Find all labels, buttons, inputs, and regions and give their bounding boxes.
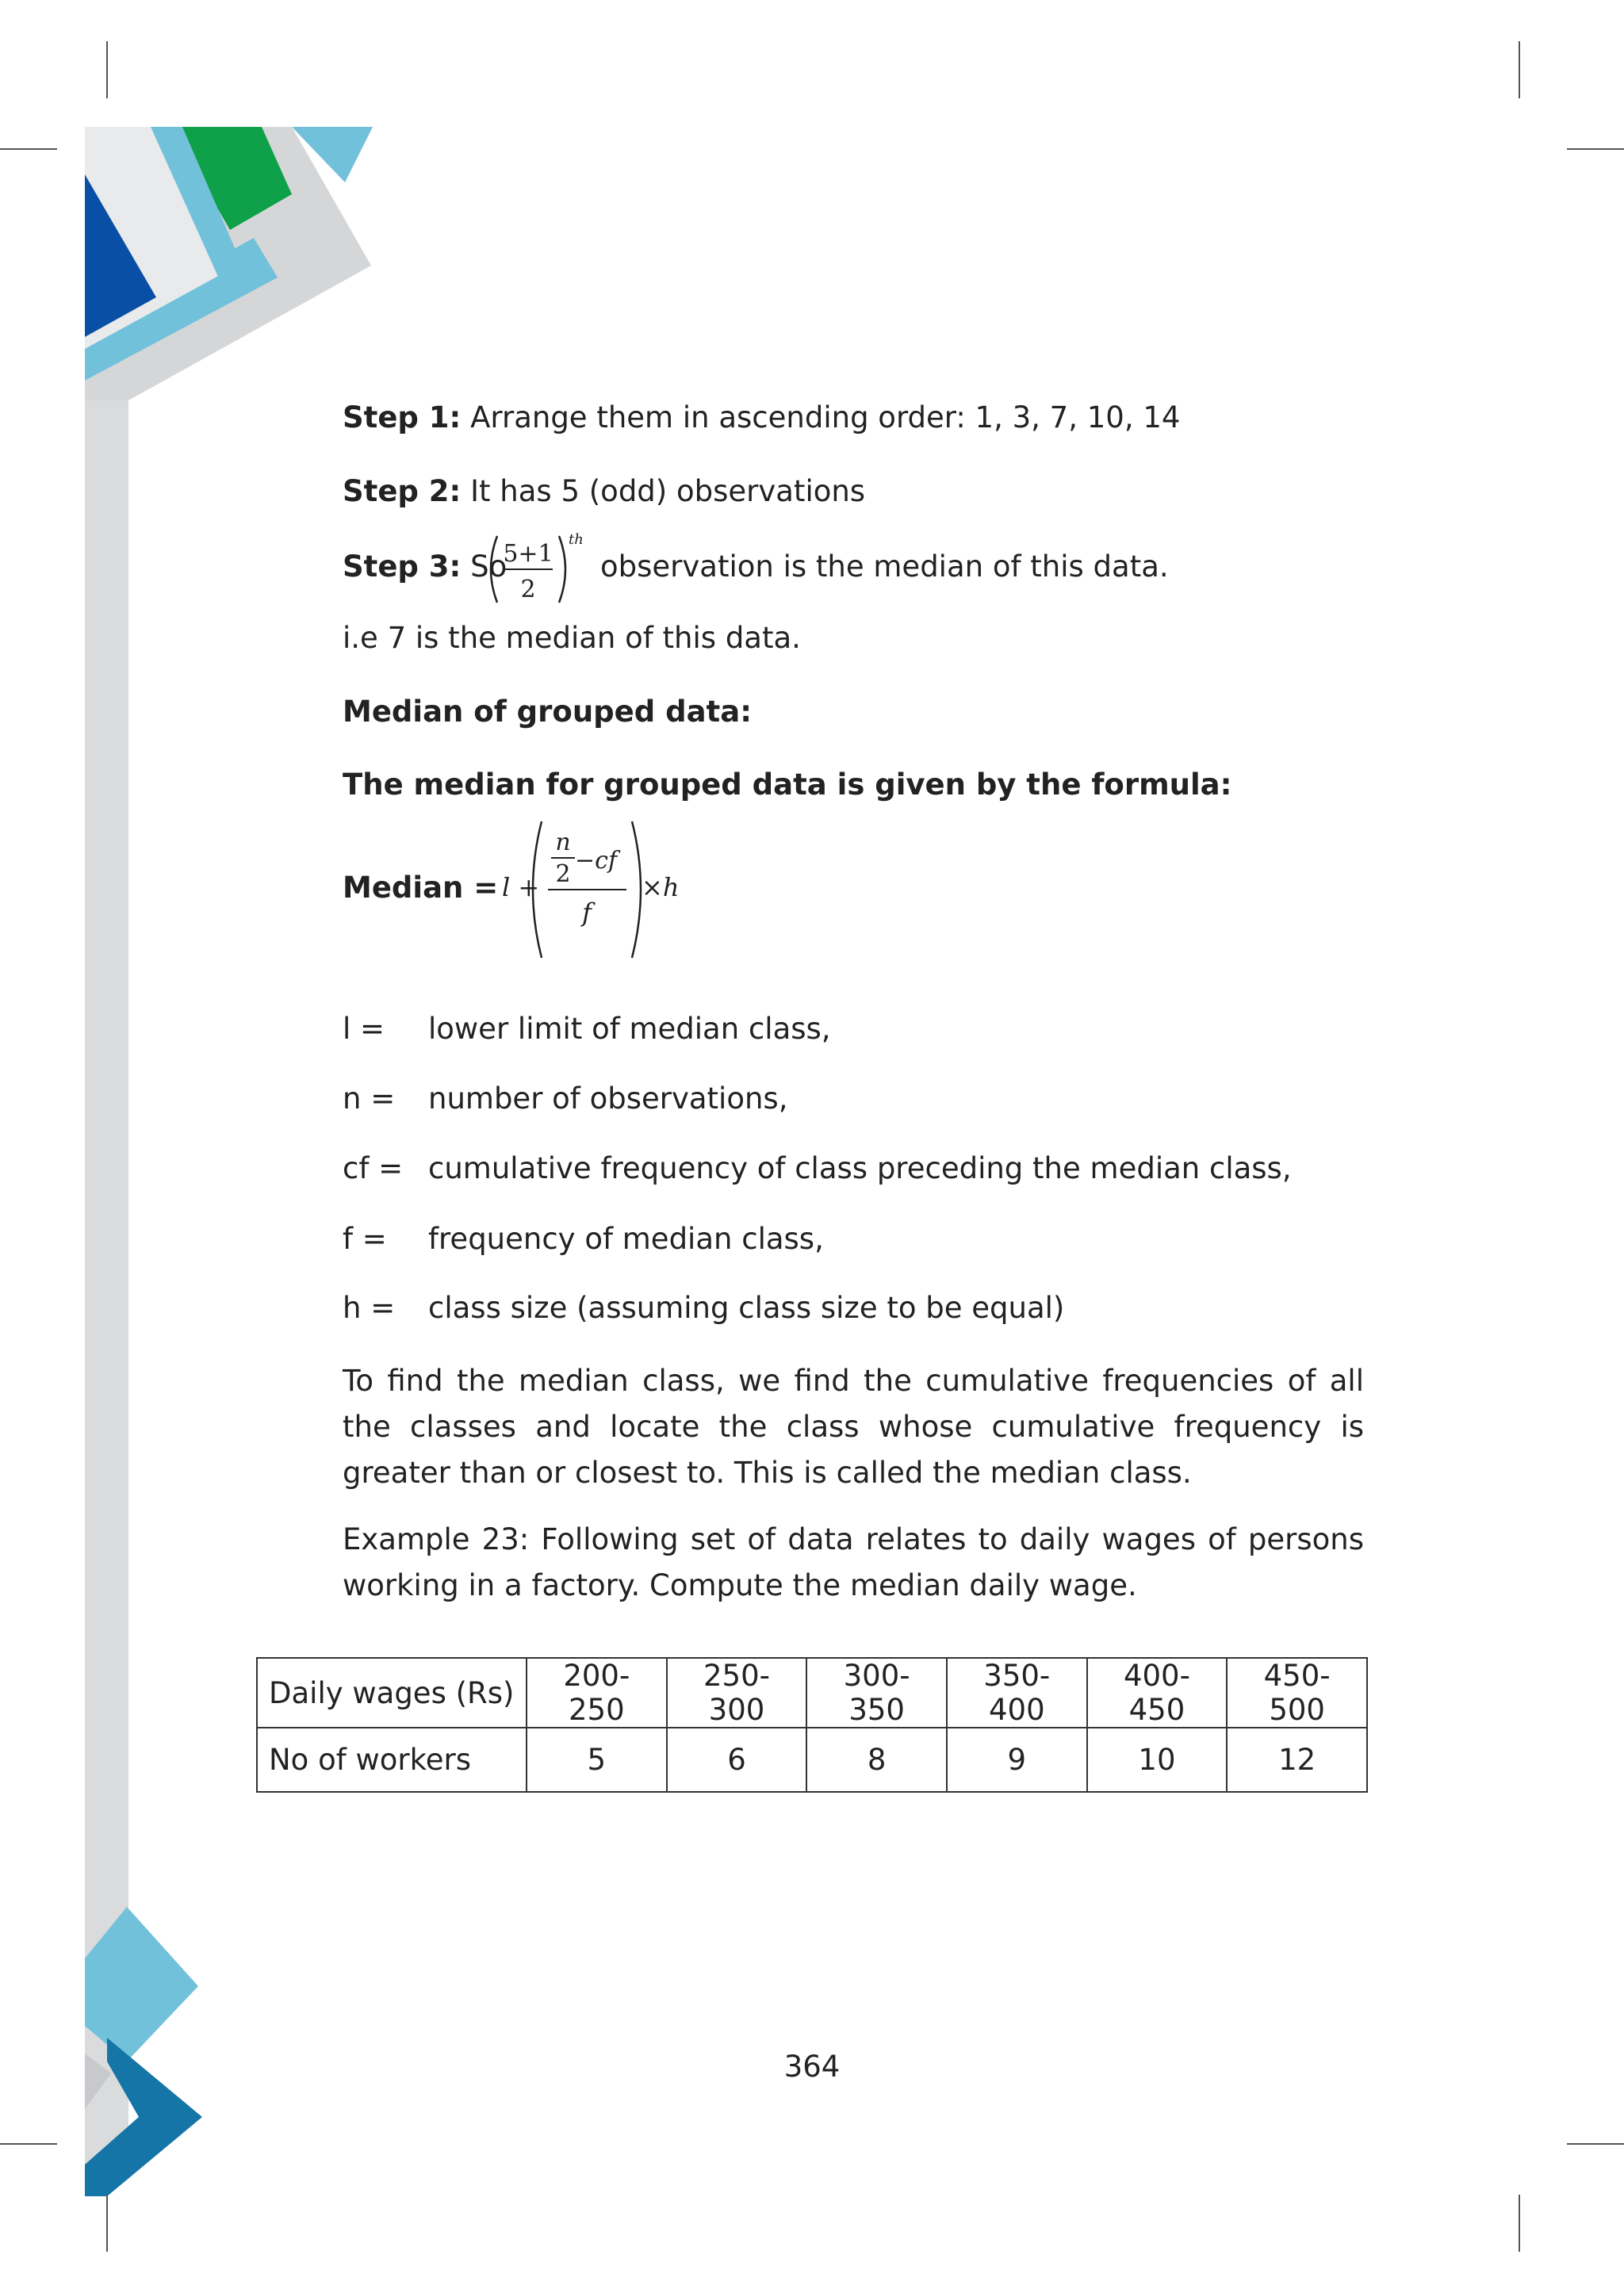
table-cell: 10 bbox=[1087, 1728, 1228, 1792]
table-cell: 6 bbox=[667, 1728, 807, 1792]
formula-minus-cf: −cf bbox=[575, 847, 618, 875]
definition-symbol: f = bbox=[343, 1222, 387, 1256]
formula-l-plus: l + bbox=[502, 872, 540, 902]
table-cell: 200-250 bbox=[527, 1658, 667, 1728]
step-3-label: Step 3: bbox=[343, 549, 462, 584]
crop-mark bbox=[0, 148, 57, 150]
crop-mark bbox=[106, 2195, 108, 2252]
table-row bbox=[257, 1728, 1367, 1792]
heading-1-text: Median of grouped data: bbox=[343, 695, 753, 729]
step-2-text: It has 5 (odd) observations bbox=[461, 474, 866, 508]
definition-text: class size (assuming class size to be equal) bbox=[428, 1291, 1065, 1325]
row-head-workers: No of workers bbox=[257, 1728, 527, 1792]
step-1-label: Step 1: bbox=[343, 400, 462, 434]
step-3-prefix: So bbox=[461, 549, 508, 584]
page-number: 364 bbox=[783, 2050, 841, 2084]
median-formula bbox=[496, 817, 702, 963]
step-2-label: Step 2: bbox=[343, 474, 462, 508]
crop-mark bbox=[1519, 2195, 1520, 2252]
definition-text: lower limit of median class, bbox=[428, 1012, 831, 1046]
definition-symbol: l = bbox=[343, 1012, 385, 1046]
definition-symbol: h = bbox=[343, 1291, 396, 1325]
crop-mark bbox=[0, 2143, 57, 2145]
crop-mark bbox=[1519, 41, 1520, 98]
crop-mark bbox=[1567, 148, 1624, 150]
formula-f: f bbox=[582, 898, 592, 928]
heading-2-text: The median for grouped data is given by the formula: bbox=[343, 768, 1232, 802]
step-2 bbox=[343, 474, 865, 509]
table-cell: 250-300 bbox=[667, 1658, 807, 1728]
formula-2: 2 bbox=[555, 860, 571, 888]
step-3-fraction bbox=[480, 530, 591, 609]
paragraph-median-class: To find the median class, we find the cumulative frequencies of all the classes and locate the class whose cumulative frequency is greater than or closest to. This is called the median class. bbox=[343, 1364, 1364, 1490]
table-cell: 8 bbox=[806, 1728, 947, 1792]
wages-table bbox=[256, 1657, 1368, 1793]
table-cell: 300-350 bbox=[806, 1658, 947, 1728]
formula-times-h: ×h bbox=[642, 872, 680, 902]
table-cell: 5 bbox=[527, 1728, 667, 1792]
definition-symbol: n = bbox=[343, 1081, 396, 1116]
crop-mark bbox=[106, 41, 108, 98]
row-head-wages: Daily wages (Rs) bbox=[257, 1658, 527, 1728]
definition-text: number of observations, bbox=[428, 1081, 788, 1116]
left-grey-bar bbox=[85, 127, 128, 2165]
table-cell: 12 bbox=[1227, 1728, 1367, 1792]
step-3-superscript: th bbox=[569, 531, 584, 548]
table-cell: 9 bbox=[947, 1728, 1087, 1792]
paragraph-example-23: Example 23: Following set of data relates to daily wages of persons working in a factory. Compute the median daily wage. bbox=[343, 1522, 1364, 1602]
crop-mark bbox=[1567, 2143, 1624, 2145]
step-1 bbox=[343, 400, 1180, 435]
definition-text: frequency of median class, bbox=[428, 1222, 824, 1256]
step-3-frac-den: 2 bbox=[520, 576, 536, 603]
table-row bbox=[257, 1658, 1367, 1728]
heading-median-grouped bbox=[343, 695, 752, 729]
formula-label: Median = bbox=[343, 871, 499, 905]
step-3-frac-num: 5+1 bbox=[503, 540, 553, 568]
ie-line: i.e 7 is the median of this data. bbox=[343, 621, 801, 655]
table-cell: 350-400 bbox=[947, 1658, 1087, 1728]
step-3-suffix: observation is the median of this data. bbox=[600, 549, 1169, 584]
table-cell: 400-450 bbox=[1087, 1658, 1228, 1728]
table-cell: 450-500 bbox=[1227, 1658, 1367, 1728]
heading-formula bbox=[343, 768, 1231, 802]
step-1-text: Arrange them in ascending order: 1, 3, 7, 10, 14 bbox=[461, 400, 1181, 434]
formula-n: n bbox=[555, 829, 571, 856]
definition-symbol: cf = bbox=[343, 1151, 404, 1185]
definition-text: cumulative frequency of class preceding the median class, bbox=[428, 1151, 1292, 1185]
